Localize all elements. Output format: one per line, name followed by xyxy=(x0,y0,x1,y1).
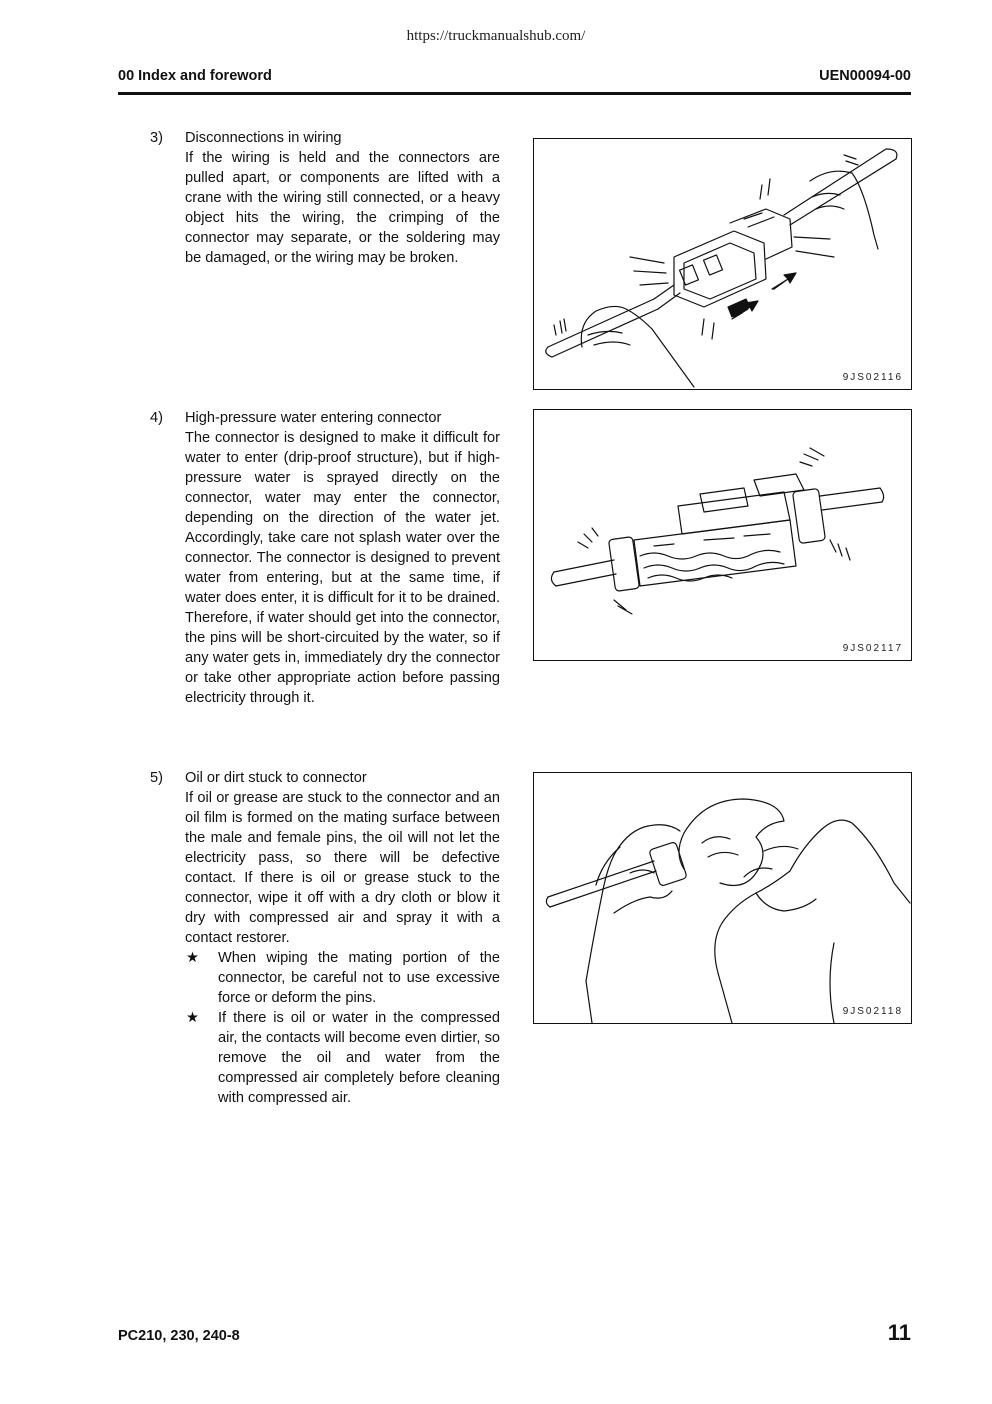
note-text: If there is oil or water in the compressed air, the contacts will become even dirtier, so remove the oil and water from the compressed air completely before cleaning with compressed air. xyxy=(218,1010,500,1106)
figure-connector-pull xyxy=(533,138,912,390)
item-oil-dirt xyxy=(150,768,500,1108)
item-number: 3) xyxy=(150,130,163,146)
footer-model: PC210, 230, 240-8 xyxy=(118,1328,240,1344)
item-title: High-pressure water entering connector xyxy=(185,410,442,426)
item-disconnections xyxy=(150,128,500,268)
item-title: Oil or dirt stuck to connector xyxy=(185,770,367,786)
water-in-connector-illustration-icon xyxy=(534,410,911,660)
figure-water-connector xyxy=(533,409,912,661)
wiping-connector-illustration-icon xyxy=(534,773,911,1023)
item-title: Disconnections in wiring xyxy=(185,130,342,146)
item-number: 4) xyxy=(150,410,163,426)
header-rule xyxy=(118,92,911,95)
figure-code: 9JS02116 xyxy=(842,372,903,383)
item-text: The connector is designed to make it difficult for water to enter (drip-proof structure), but if high-pressure water is sprayed directly on the connector, water may enter the connector, depending on the direction of the water jet. Accordingly, take care not splash water over the connector. The connector is designed to prevent water from entering, but at the same time, if water does enter, it is difficult for it to be drained. Therefore, if water should get into the connector, the pins will be short-circuited by the water, so if any water gets in, immediately dry the connector or take other appropriate action before passing electricity through it. xyxy=(185,430,500,706)
note-text: When wiping the mating portion of the connector, be careful not to use excessive force or deform the pins. xyxy=(218,950,500,1006)
item-text: If oil or grease are stuck to the connector and an oil film is formed on the mating surface between the male and female pins, the oil will not let the electricity pass, so there will be defective contact. If there is oil or grease stuck to the connector, wipe it off with a dry cloth or blow it dry with compressed air and spray it with a contact restorer. xyxy=(185,790,500,946)
watermark-url[interactable]: https://truckmanualshub.com/ xyxy=(406,28,586,44)
connector-pull-apart-illustration-icon xyxy=(534,139,911,389)
item-text: If the wiring is held and the connectors are pulled apart, or components are lifted with a crane with the wiring still connected, or a heavy object hits the wiring, the crimping of the connector may separate, or the soldering may be damaged, or the wiring may be broken. xyxy=(185,150,500,266)
item-number: 5) xyxy=(150,770,163,786)
note-item xyxy=(185,1008,500,1108)
note-item xyxy=(185,948,500,1008)
item-high-pressure-water xyxy=(150,408,500,708)
page-number: 11 xyxy=(887,1320,911,1345)
figure-wiping-connector xyxy=(533,772,912,1024)
star-icon: ★ xyxy=(186,1010,200,1026)
figure-code: 9JS02117 xyxy=(842,643,903,654)
figure-code: 9JS02118 xyxy=(842,1006,903,1017)
header-doc-code: UEN00094-00 xyxy=(819,68,911,84)
star-icon: ★ xyxy=(186,950,200,966)
header-section-title: 00 Index and foreword xyxy=(118,68,272,84)
